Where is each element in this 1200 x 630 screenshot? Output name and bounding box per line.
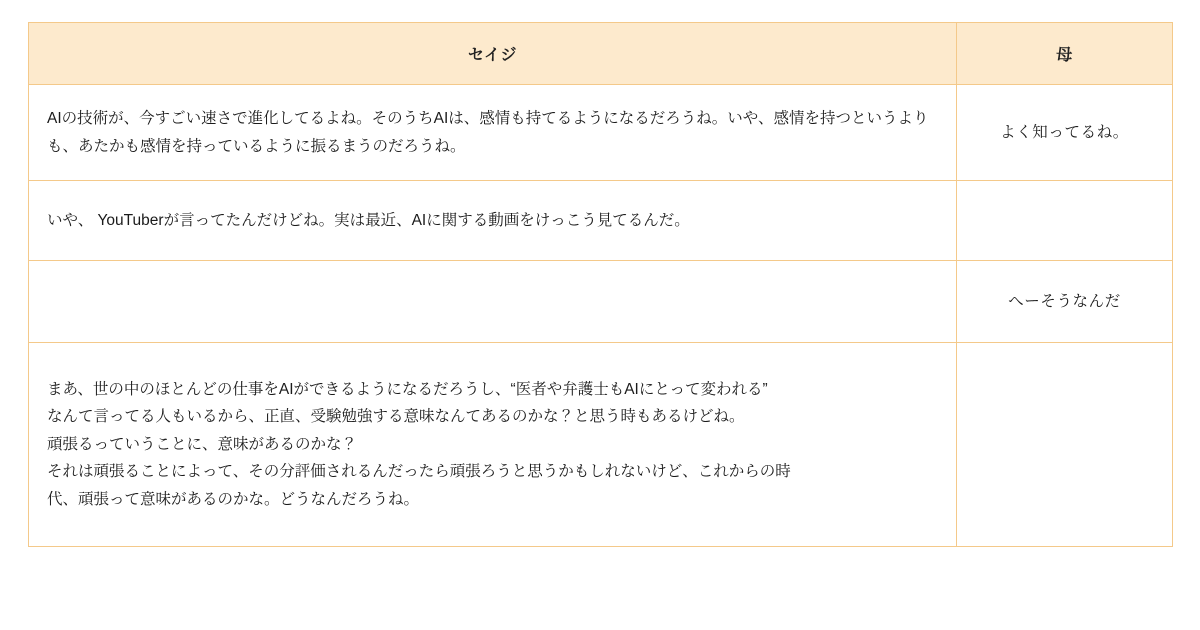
dialogue-cell-mother-empty	[957, 343, 1173, 547]
dialogue-cell-seiji-long	[29, 343, 957, 547]
dialogue-cell-seiji-empty	[29, 261, 957, 343]
dialogue-line: 代、頑張って意味があるのかな。どうなんだろうね。	[47, 490, 420, 508]
dialogue-line: 頑張るっていうことに、意味があるのかな？	[47, 435, 358, 453]
dialogue-cell-mother: よく知ってるね。	[957, 85, 1173, 181]
dialogue-cell-mother-empty	[957, 181, 1173, 261]
table-row	[29, 343, 1173, 547]
dialogue-line: それは頑張ることによって、その分評価されるんだったら頑張ろうと思うかもしれないけど、これからの時	[47, 463, 791, 481]
table-header	[29, 23, 1173, 85]
dialogue-line: なんて言ってる人もいるから、正直、受験勉強する意味なんてあるのかな？と思う時もあるけどね。	[47, 408, 745, 426]
dialogue-line: まあ、世の中のほとんどの仕事をAIができるようになるだろうし、“医者や弁護士もAIにとって変われる”	[47, 380, 768, 398]
table-body	[29, 85, 1173, 547]
dialogue-cell-seiji: AIの技術が、今すごい速さで進化してるよね。そのうちAIは、感情も持てるようになるだろうね。いや、感情を持つというよりも、あたかも感情を持っているように振るまうのだろうね。	[29, 85, 957, 181]
table-row	[29, 261, 1173, 343]
table-row	[29, 181, 1173, 261]
table-header-row	[29, 23, 1173, 85]
table-row	[29, 85, 1173, 181]
column-header-seiji: セイジ	[29, 23, 957, 85]
dialogue-cell-seiji: いや、 YouTuberが言ってたんだけどね。実は最近、AIに関する動画をけっこう見てるんだ。	[29, 181, 957, 261]
dialogue-table	[28, 22, 1173, 547]
column-header-mother: 母	[957, 23, 1173, 85]
dialogue-cell-mother: へーそうなんだ	[957, 261, 1173, 343]
